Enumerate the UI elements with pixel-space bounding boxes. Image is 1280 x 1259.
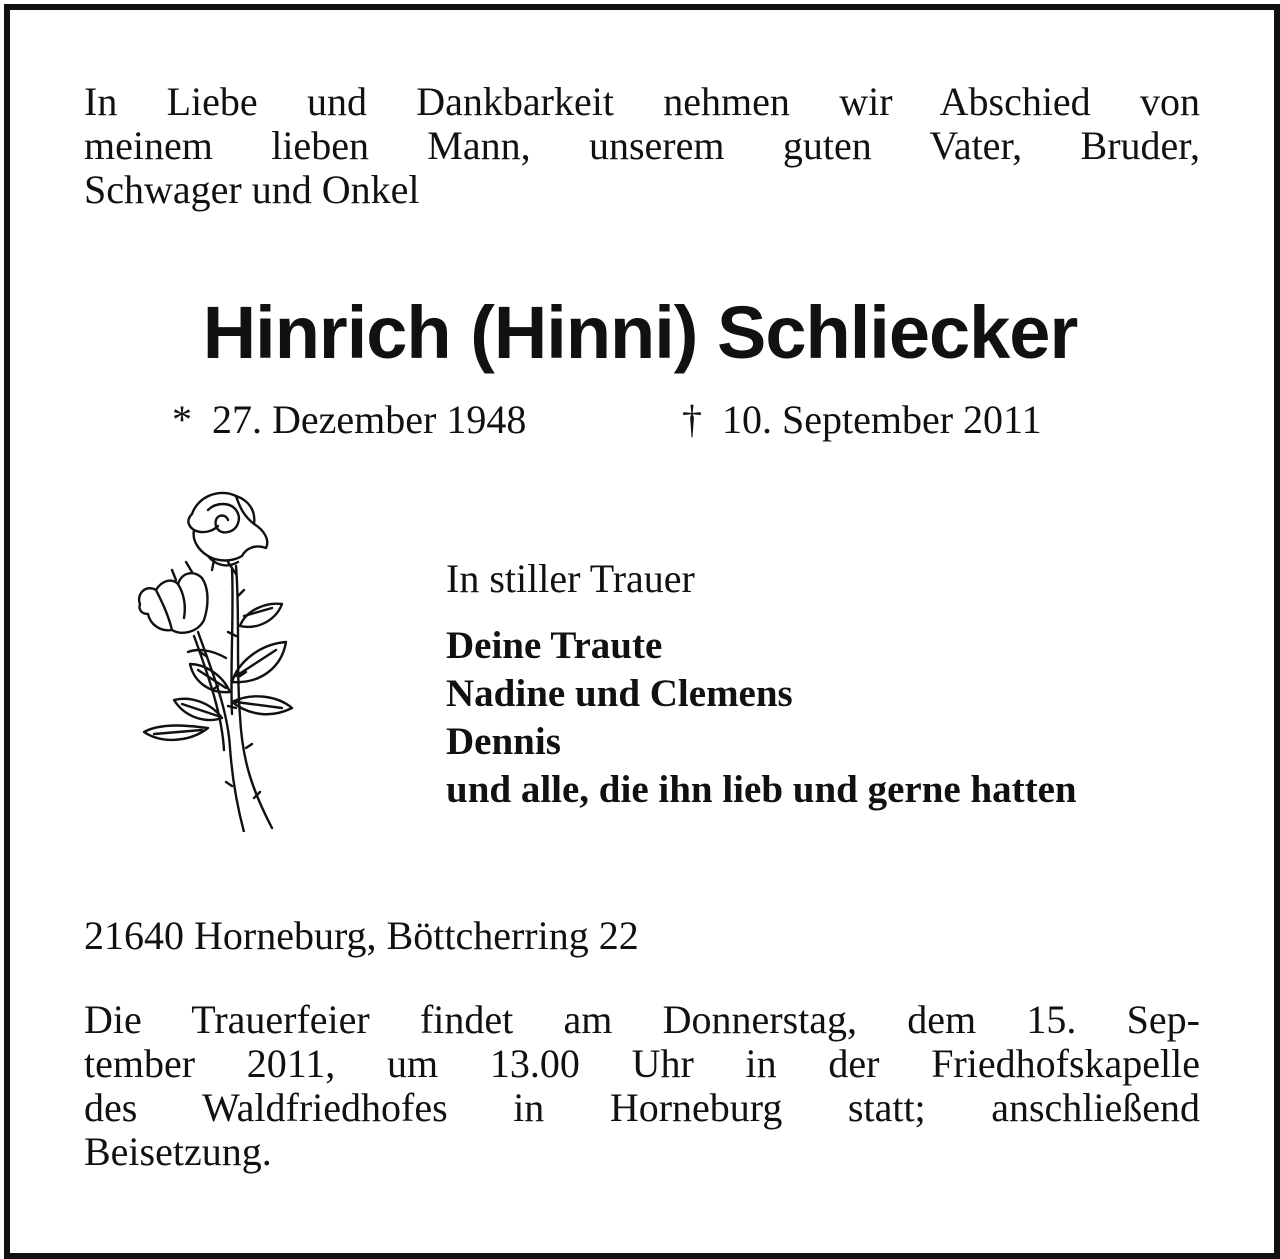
rose-icon xyxy=(132,486,302,832)
death-date: † 10. September 2011 xyxy=(682,397,1042,442)
deceased-name: Hinrich (Hinni) Schliecker xyxy=(202,291,1078,374)
mourner-line: Dennis xyxy=(446,720,561,763)
service-line: Beisetzung. xyxy=(84,1129,272,1174)
service-line: Die Trauerfeier findet am Donnerstag, dem 15. Sep- xyxy=(84,997,1200,1042)
intro-line: meinem lieben Mann, unserem guten Vater, Bruder, xyxy=(84,123,1200,168)
service-line: tember 2011, um 13.00 Uhr in der Friedhofskapelle xyxy=(84,1041,1200,1086)
intro-line: In Liebe und Dankbarkeit nehmen wir Abschied von xyxy=(84,79,1200,124)
address: 21640 Horneburg, Böttcherring 22 xyxy=(84,913,639,958)
intro-text xyxy=(84,80,1200,212)
mourning-intro: In stiller Trauer xyxy=(446,556,695,601)
mourners-list xyxy=(446,622,1077,814)
mourner-line: Nadine und Clemens xyxy=(446,672,793,715)
mourner-line: Deine Traute xyxy=(446,624,663,667)
intro-line: Schwager und Onkel xyxy=(84,167,420,212)
service-line: des Waldfriedhofes in Horneburg statt; anschließend xyxy=(84,1085,1200,1130)
birth-date: * 27. Dezember 1948 xyxy=(172,397,527,442)
mourner-line: und alle, die ihn lieb und gerne hatten xyxy=(446,768,1077,811)
service-text xyxy=(84,998,1200,1174)
